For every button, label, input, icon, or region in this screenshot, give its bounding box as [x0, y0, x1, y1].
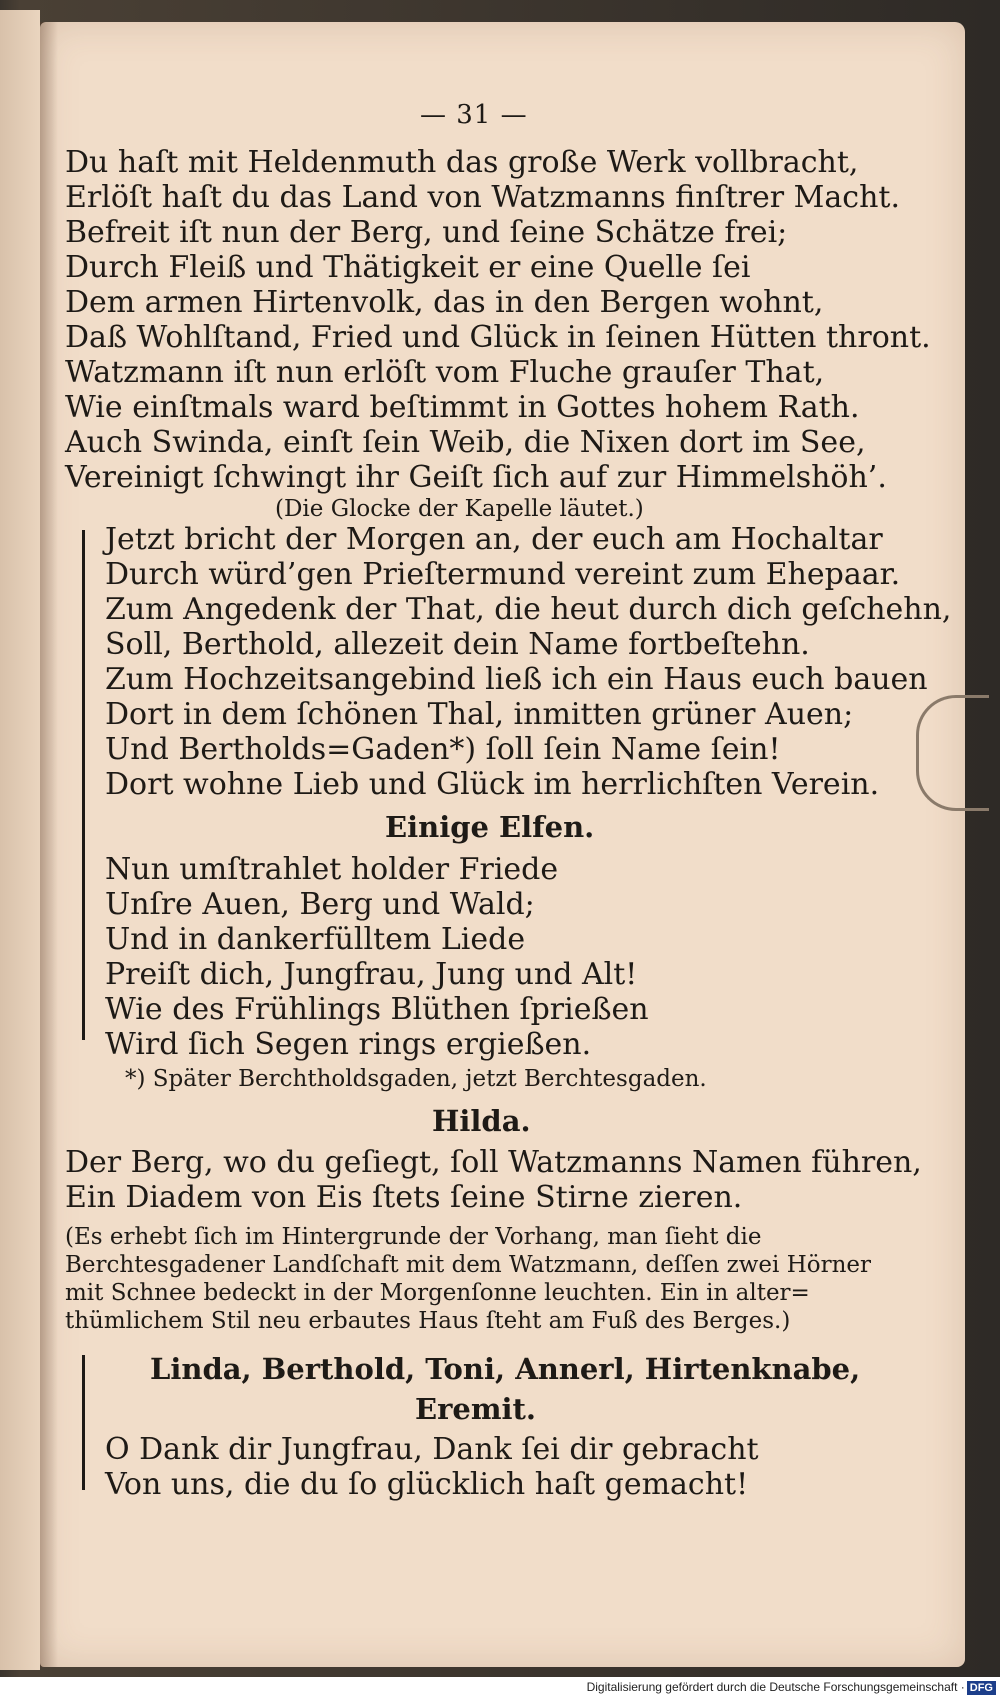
verse-line: Der Berg, wo du geſiegt, ſoll Watzmanns Namen führen, [65, 1145, 922, 1180]
page-number: — 31 — [420, 100, 528, 130]
verse-line: Und in dankerfülltem Liede [105, 922, 526, 957]
verse-line: Soll, Berthold, allezeit dein Name fortbeſtehn. [105, 627, 810, 662]
speech-brace [82, 1355, 85, 1490]
stage-direction-line: thümlichem Stil neu erbautes Haus ſteht am Fuß des Berges.) [65, 1308, 791, 1334]
stage-direction: (Die Glocke der Kapelle läutet.) [275, 496, 644, 522]
speaker-heading: Hilda. [432, 1104, 531, 1138]
verse-line: Dort wohne Lieb und Glück im herrlichſten Verein. [105, 767, 880, 802]
verse-line: Durch Fleiß und Thätigkeit er eine Quelle ſei [65, 250, 751, 285]
verse-line: Jetzt bricht der Morgen an, der euch am Hochaltar [105, 522, 883, 557]
verse-line: Befreit iſt nun der Berg, und ſeine Schätze frei; [65, 215, 788, 250]
dfg-logo: DFG [967, 1681, 996, 1695]
previous-page-edge [0, 10, 40, 1670]
verse-line: Watzmann iſt nun erlöſt vom Fluche grauſer That, [65, 355, 825, 390]
verse-line: Nun umſtrahlet holder Friede [105, 852, 559, 887]
verse-line: Du haſt mit Heldenmuth das große Werk vollbracht, [65, 145, 859, 180]
stage-direction-line: (Es erhebt ſich im Hintergrunde der Vorhang, man ſieht die [65, 1224, 762, 1250]
speaker-heading: Einige Elfen. [385, 810, 595, 844]
verse-line: Daß Wohlſtand, Fried und Glück in ſeinen Hütten thront. [65, 320, 931, 355]
verse-line: Wie des Frühlings Blüthen ſprießen [105, 992, 649, 1027]
verse-line: Ein Diadem von Eis ſtets ſeine Stirne zieren. [65, 1180, 743, 1215]
verse-line: Erlöſt haſt du das Land von Watzmanns finſtrer Macht. [65, 180, 900, 215]
digitization-credit [0, 1677, 1000, 1697]
verse-line: O Dank dir Jungfrau, Dank ſei dir gebracht [105, 1432, 759, 1467]
verse-line: Von uns, die du ſo glücklich haſt gemacht! [105, 1467, 749, 1502]
verse-line: Preiſt dich, Jungfrau, Jung und Alt! [105, 957, 638, 992]
verse-line: Und Bertholds=Gaden*) ſoll ſein Name ſein! [105, 732, 781, 767]
verse-line: Auch Swinda, einſt ſein Weib, die Nixen dort im See, [65, 425, 866, 460]
verse-line: Durch würd’gen Prieſtermund vereint zum Ehepaar. [105, 557, 901, 592]
verse-line: Vereinigt ſchwingt ihr Geiſt ſich auf zur Himmelshöh’. [65, 460, 887, 495]
speaker-heading: Eremit. [415, 1392, 537, 1426]
verse-line: Wie einſtmals ward beſtimmt in Gottes hohem Rath. [65, 390, 860, 425]
credit-text: Digitalisierung gefördert durch die Deutsche Forschungsgemeinschaft · [586, 1680, 965, 1694]
gutter-shadow [40, 22, 58, 1667]
verse-line: Unſre Auen, Berg und Wald; [105, 887, 535, 922]
verse-line: Dort in dem ſchönen Thal, inmitten grüner Auen; [105, 697, 854, 732]
verse-line: Zum Angedenk der That, die heut durch dich geſchehn, [105, 592, 952, 627]
stage-direction-line: mit Schnee bedeckt in der Morgenſonne leuchten. Ein in alter= [65, 1280, 810, 1306]
speaker-heading: Linda, Berthold, Toni, Annerl, Hirtenknabe, [150, 1352, 861, 1386]
stage-direction-line: Berchtesgadener Landſchaft mit dem Watzmann, deſſen zwei Hörner [65, 1252, 872, 1278]
footnote: *) Später Berchtholdsgaden, jetzt Berchtesgaden. [125, 1066, 707, 1092]
verse-line: Dem armen Hirtenvolk, das in den Bergen wohnt, [65, 285, 824, 320]
page-clip [916, 695, 989, 811]
verse-line: Zum Hochzeitsangebind ließ ich ein Haus euch bauen [105, 662, 928, 697]
speech-brace [82, 530, 85, 1040]
verse-line: Wird ſich Segen rings ergießen. [105, 1027, 592, 1062]
